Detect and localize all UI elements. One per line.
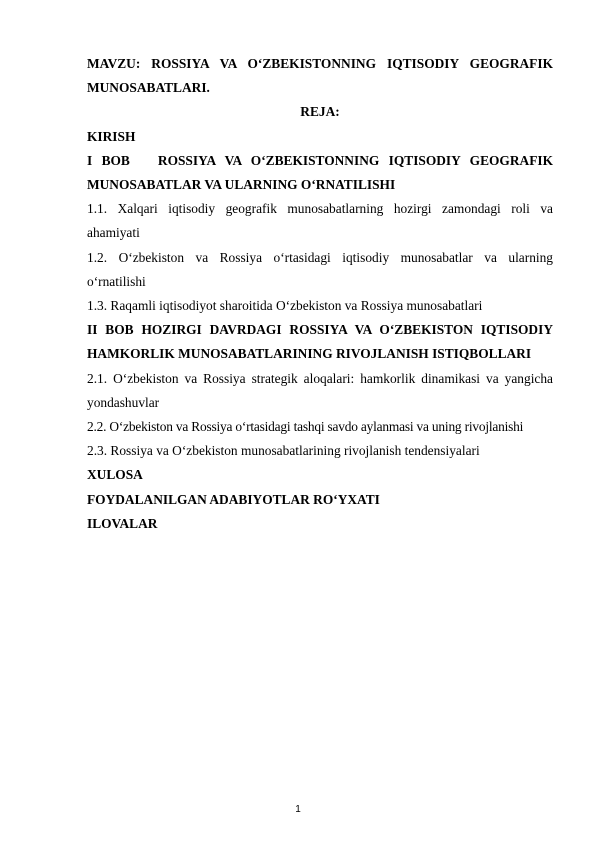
toc-intro: KIRISH (87, 128, 136, 144)
toc-chapter2-line1: II BOB HOZIRGI DAVRDAGI ROSSIYA VA O‘ZBEKISTON IQTISODIY (87, 322, 553, 338)
toc-conclusion: XULOSA (87, 467, 143, 483)
toc-section-2-1-line2: yondashuvlar (87, 394, 160, 410)
title-line-1: MAVZU: ROSSIYA VA O‘ZBEKISTONNING IQTISODIY GEOGRAFIK (87, 56, 553, 71)
toc-section-1-1-line2: ahamiyati (87, 225, 140, 241)
plan-heading: REJA: (300, 104, 340, 120)
toc-section-2-3: 2.3. Rossiya va O‘zbekiston munosabatlarining rivojlanish tendensiyalari (87, 443, 480, 459)
toc-chapter1-line2: MUNOSABATLAR VA ULARNING O‘RNATILISHI (87, 177, 396, 193)
toc-section-1-3: 1.3. Raqamli iqtisodiyot sharoitida O‘zbekiston va Rossiya munosabatlari (87, 298, 483, 314)
toc-appendices: ILOVALAR (87, 515, 158, 531)
toc-section-1-2-line2: o‘rnatilishi (87, 273, 146, 289)
document-page (87, 52, 553, 536)
toc-chapter2-line2: HAMKORLIK MUNOSABATLARINING RIVOJLANISH ISTIQBOLLARI (87, 346, 532, 362)
toc-section-1-1-line1: 1.1. Xalqari iqtisodiy geografik munosabatlarning hozirgi zamondagi roli va (87, 201, 553, 217)
toc-section-1-2-line1: 1.2. O‘zbekiston va Rossiya o‘rtasidagi iqtisodiy munosabatlar va ularning (87, 249, 553, 265)
page-number: 1 (295, 804, 301, 815)
title-line-2: MUNOSABATLARI. (87, 80, 210, 96)
toc-section-2-1-line1: 2.1. O‘zbekiston va Rossiya strategik aloqalari: hamkorlik dinamikasi va yangicha (87, 370, 553, 386)
toc-references: FOYDALANILGAN ADABIYOTLAR RO‘YXATI (87, 491, 380, 507)
toc-chapter1-line1: I BOB ROSSIYA VA O‘ZBEKISTONNING IQTISODIY GEOGRAFIK (87, 152, 553, 168)
toc-section-2-2: 2.2. O‘zbekiston va Rossiya o‘rtasidagi tashqi savdo aylanmasi va uning rivojlanishi (87, 419, 524, 435)
